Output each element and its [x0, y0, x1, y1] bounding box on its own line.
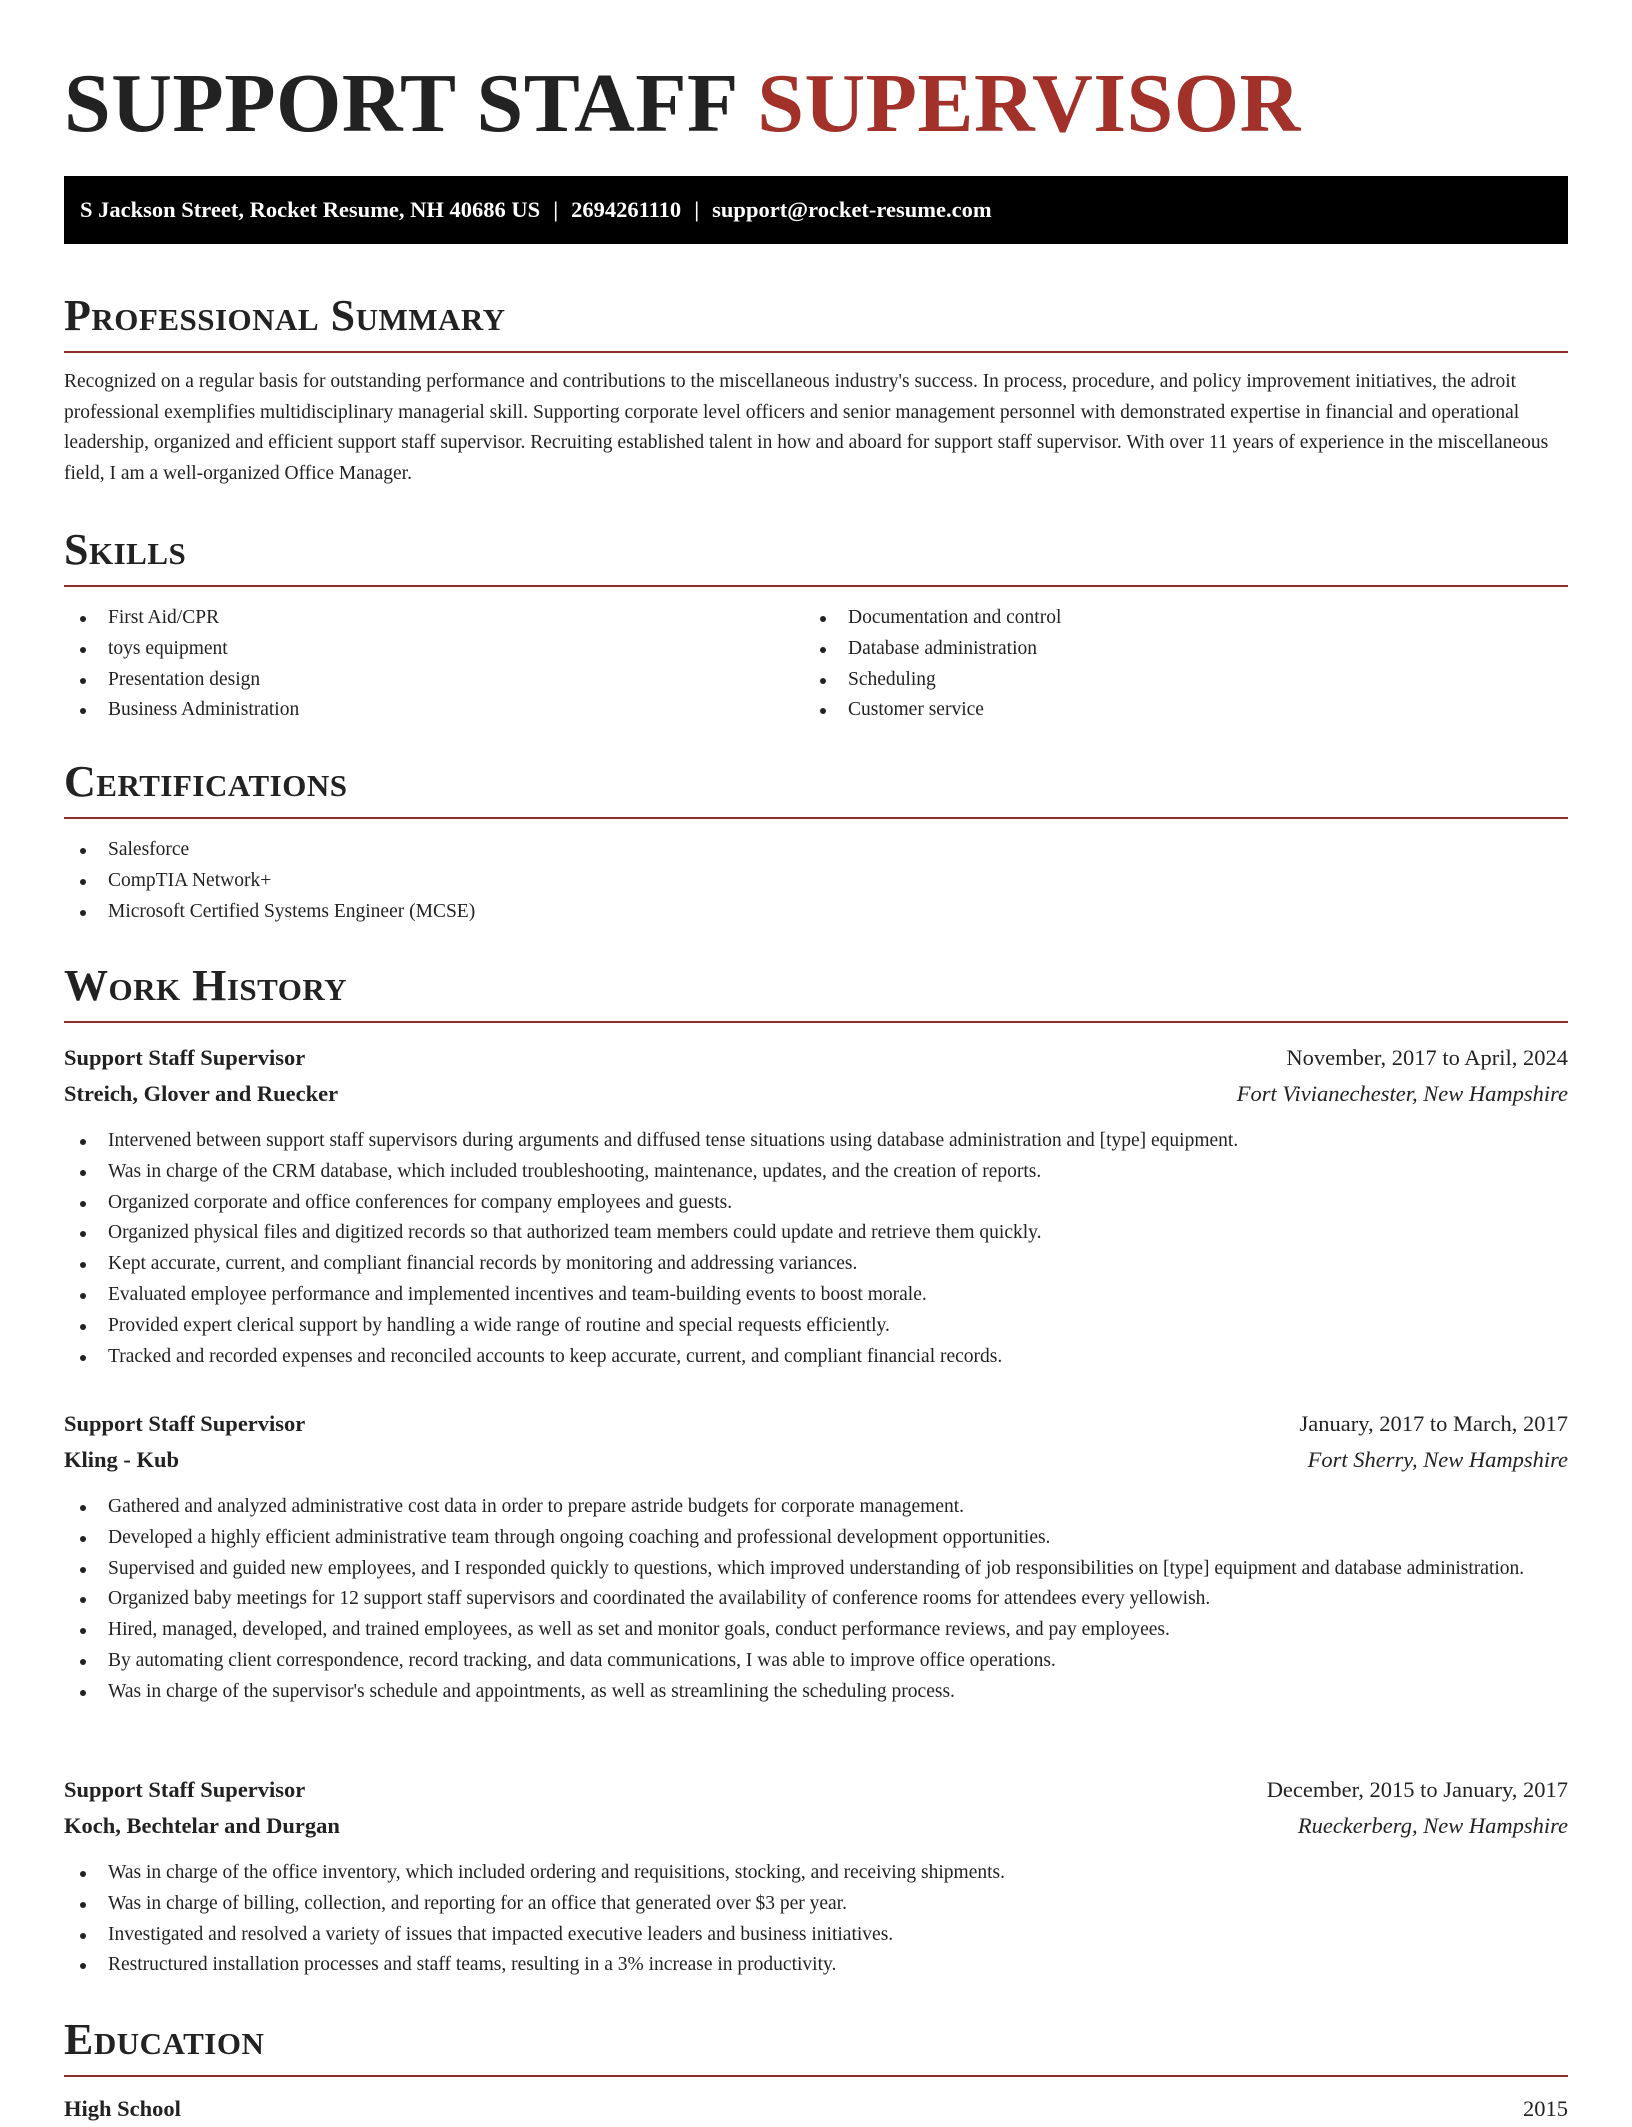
- work-history-section: [64, 960, 1568, 1023]
- bullet-icon: [80, 1324, 86, 1330]
- section-title-certifications: Certifications: [64, 757, 348, 806]
- bullet-icon: [80, 1871, 86, 1877]
- skills-section: [64, 524, 1568, 726]
- job-bullets: [64, 1126, 1568, 1372]
- section-divider: [64, 2075, 1568, 2077]
- job-bullet: Intervened between support staff supervisors during arguments and diffused tense situations using database administration and [type] equipment.: [64, 1126, 1568, 1157]
- job-title: Support Staff Supervisor: [64, 1045, 306, 1070]
- job-bullet: Was in charge of the CRM database, which included troubleshooting, maintenance, updates, and the creation of reports.: [64, 1157, 1568, 1188]
- job-bullet: Organized physical files and digitized records so that authorized team members could update and retrieve them quickly.: [64, 1218, 1568, 1249]
- job-bullet: Supervised and guided new employees, and I responded quickly to questions, which improved understanding of job responsibilities on [type] equipment and database administration.: [64, 1554, 1568, 1585]
- skill-item: Database administration: [804, 634, 1544, 665]
- skills-column-right: [804, 603, 1544, 726]
- job-bullet: Investigated and resolved a variety of issues that impacted executive leaders and business initiatives.: [64, 1920, 1568, 1951]
- skill-item: Scheduling: [804, 665, 1544, 696]
- bullet-icon: [80, 1963, 86, 1969]
- job-company-row: [64, 1808, 1568, 1844]
- job-company: Kling - Kub: [64, 1447, 180, 1472]
- skills-list-right: [804, 603, 1544, 726]
- bullet-icon: [80, 616, 86, 622]
- name-accent: SUPERVISOR: [757, 57, 1301, 150]
- skills-column-left: [64, 603, 804, 726]
- job-bullets: [64, 1858, 1568, 1981]
- job-bullet: Evaluated employee performance and implemented incentives and team-building events to boost morale.: [64, 1280, 1568, 1311]
- education-degree: High School: [64, 2096, 181, 2121]
- bullet-icon: [80, 647, 86, 653]
- skills-grid: [64, 603, 1568, 726]
- section-title-summary: Professional Summary: [64, 291, 506, 340]
- bullet-icon: [80, 1902, 86, 1908]
- job-dates: December, 2015 to January, 2017: [1266, 1777, 1568, 1802]
- job-bullet: By automating client correspondence, record tracking, and data communications, I was able to improve office operations.: [64, 1646, 1568, 1677]
- contact-address: S Jackson Street, Rocket Resume, NH 40686 US: [80, 197, 541, 222]
- bullet-icon: [820, 708, 826, 714]
- bullet-icon: [80, 1505, 86, 1511]
- section-title-work-history: Work History: [64, 961, 348, 1010]
- job-entry: [64, 1406, 1568, 1708]
- skill-item: Documentation and control: [804, 603, 1544, 634]
- job-company-row: [64, 1076, 1568, 1112]
- job-bullet: Kept accurate, current, and compliant financial records by monitoring and addressing variances.: [64, 1249, 1568, 1280]
- education-row: [64, 2091, 1568, 2127]
- bullet-icon: [80, 708, 86, 714]
- bullet-icon: [80, 1170, 86, 1176]
- bullet-icon: [80, 1201, 86, 1207]
- bullet-icon: [80, 1628, 86, 1634]
- contact-phone: 2694261110: [571, 197, 682, 222]
- bullet-icon: [80, 1597, 86, 1603]
- bullet-icon: [80, 1567, 86, 1573]
- bullet-icon: [80, 1293, 86, 1299]
- name-first: SUPPORT STAFF: [64, 57, 736, 150]
- job-header-row: [64, 1406, 1568, 1442]
- job-bullet: Gathered and analyzed administrative cost data in order to prepare astride budgets for corporate management.: [64, 1492, 1568, 1523]
- skill-item: Business Administration: [64, 695, 804, 726]
- job-bullet: Organized baby meetings for 12 support staff supervisors and coordinated the availability of conference rooms for attendees every yellowish.: [64, 1584, 1568, 1615]
- job-bullet: Tracked and recorded expenses and reconciled accounts to keep accurate, current, and compliant financial records.: [64, 1342, 1568, 1373]
- bullet-icon: [820, 678, 826, 684]
- bullet-icon: [820, 616, 826, 622]
- certification-item: Microsoft Certified Systems Engineer (MCSE): [64, 897, 1568, 928]
- candidate-name: [64, 58, 1568, 150]
- education-section: [64, 2014, 1568, 2127]
- job-location: Fort Sherry, New Hampshire: [1307, 1447, 1568, 1472]
- section-divider: [64, 817, 1568, 819]
- contact-separator: |: [553, 197, 559, 222]
- job-bullet: Was in charge of the supervisor's schedule and appointments, as well as streamlining the scheduling process.: [64, 1677, 1568, 1708]
- bullet-icon: [80, 910, 86, 916]
- job-bullet: Hired, managed, developed, and trained employees, as well as set and monitor goals, conduct performance reviews, and pay employees.: [64, 1615, 1568, 1646]
- bullet-icon: [80, 1933, 86, 1939]
- job-entry: [64, 1772, 1568, 1981]
- summary-text: Recognized on a regular basis for outstanding performance and contributions to the miscellaneous industry's success. In process, procedure, and policy improvement initiatives, the adroit professional exemplifies multidisciplinary managerial skill. Supporting corporate level officers and senior management personnel with demonstrated expertise in financial and operational leadership, organized and efficient support staff supervisor. Recruiting established talent in how and aboard for support staff supervisor. With over 11 years of experience in the miscellaneous field, I am a well-organized Office Manager.: [64, 371, 1549, 484]
- job-entry: [64, 1040, 1568, 1372]
- section-divider: [64, 585, 1568, 587]
- certifications-section: [64, 756, 1568, 927]
- skill-item: First Aid/CPR: [64, 603, 804, 634]
- skill-item: Presentation design: [64, 665, 804, 696]
- section-title-skills: Skills: [64, 525, 187, 574]
- bullet-icon: [80, 848, 86, 854]
- job-bullet: Was in charge of the office inventory, which included ordering and requisitions, stocking, and receiving shipments.: [64, 1858, 1568, 1889]
- job-header-row: [64, 1040, 1568, 1076]
- job-title: Support Staff Supervisor: [64, 1411, 306, 1436]
- job-bullet: Developed a highly efficient administrative team through ongoing coaching and professional development opportunities.: [64, 1523, 1568, 1554]
- education-year: 2015: [1523, 2096, 1568, 2121]
- job-bullet: Organized corporate and office conferences for company employees and guests.: [64, 1188, 1568, 1219]
- job-bullets: [64, 1492, 1568, 1708]
- certification-item: CompTIA Network+: [64, 866, 1568, 897]
- bullet-icon: [80, 1355, 86, 1361]
- bullet-icon: [80, 1231, 86, 1237]
- bullet-icon: [80, 1690, 86, 1696]
- job-bullet: Provided expert clerical support by handling a wide range of routine and special requests efficiently.: [64, 1311, 1568, 1342]
- job-bullet: Restructured installation processes and staff teams, resulting in a 3% increase in productivity.: [64, 1950, 1568, 1981]
- job-dates: January, 2017 to March, 2017: [1299, 1411, 1568, 1436]
- job-location: Rueckerberg, New Hampshire: [1297, 1813, 1568, 1838]
- job-location: Fort Vivianechester, New Hampshire: [1236, 1081, 1568, 1106]
- resume-page: [64, 0, 1568, 2121]
- skill-item: toys equipment: [64, 634, 804, 665]
- certifications-list: [64, 835, 1568, 927]
- bullet-icon: [820, 647, 826, 653]
- contact-email: support@rocket-resume.com: [712, 197, 992, 222]
- section-title-education: Education: [64, 2015, 265, 2064]
- contact-bar: [64, 176, 1568, 244]
- bullet-icon: [80, 1262, 86, 1268]
- job-dates: November, 2017 to April, 2024: [1286, 1045, 1568, 1070]
- job-company: Koch, Bechtelar and Durgan: [64, 1813, 340, 1838]
- job-company: Streich, Glover and Ruecker: [64, 1081, 339, 1106]
- section-divider: [64, 1021, 1568, 1023]
- job-header-row: [64, 1772, 1568, 1808]
- contact-separator: |: [694, 197, 700, 222]
- certification-item: Salesforce: [64, 835, 1568, 866]
- bullet-icon: [80, 1536, 86, 1542]
- job-bullet: Was in charge of billing, collection, and reporting for an office that generated over $3 per year.: [64, 1889, 1568, 1920]
- job-company-row: [64, 1442, 1568, 1478]
- section-divider: [64, 351, 1568, 353]
- job-title: Support Staff Supervisor: [64, 1777, 306, 1802]
- bullet-icon: [80, 678, 86, 684]
- skill-item: Customer service: [804, 695, 1544, 726]
- summary-section: [64, 290, 1568, 489]
- skills-list-left: [64, 603, 804, 726]
- bullet-icon: [80, 1659, 86, 1665]
- bullet-icon: [80, 879, 86, 885]
- bullet-icon: [80, 1139, 86, 1145]
